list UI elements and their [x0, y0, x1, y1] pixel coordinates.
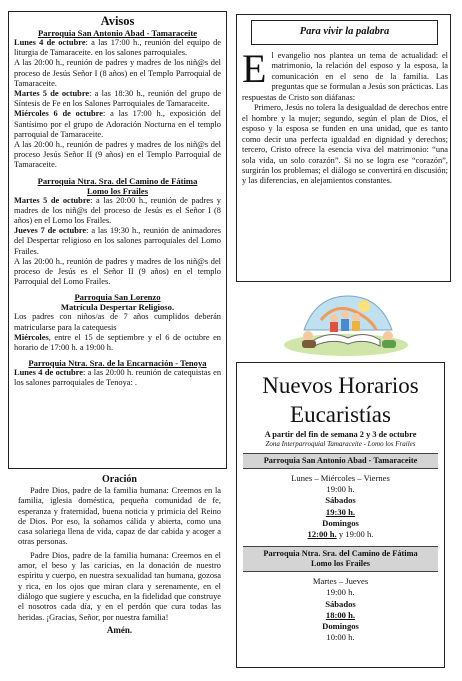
notice-text: : a las 20:00 h., reunión de padres y madres de los niñ@s del proceso de Jesús es el Señor I (8 años) en el Lomo los Frailes.: [14, 195, 221, 226]
notice-text: : a las 17:00 h., reunión del equipo de liturgia de Tamaraceite. en los salones parroquiales.: [14, 38, 221, 58]
schedule-days: Sábados: [325, 598, 356, 609]
drop-cap: E: [242, 46, 267, 91]
notice-text: : a las 19:30 h., reunión de animadores del Despertar religioso en los salones parroquiales del Lomo Frailes.: [14, 226, 221, 256]
notice-text: : a las 18:30 h., reunión del grupo de Síntesis de Fe en los Salones Parroquiales de Tamaraceite.: [14, 89, 222, 109]
horarios-title-line1: Nuevos Horarios: [262, 373, 419, 398]
reflection-text: l evangelio nos plantea un tema de actualidad: el matrimonio, la relación del esposo y la esposa, la comunicación en el seno de la familia. Las preguntas que se formulan a Jesús son prácticas. Las respuestas de Cristo son diáfanas:: [242, 51, 448, 102]
notice-date: Lunes 4 de octubre: [14, 38, 86, 47]
avisos-title: Avisos: [100, 14, 135, 28]
horarios-zone: Zona Interparroquial Tamaraceite - Lomo los Frailes: [265, 440, 416, 448]
section-title-tenoya: Parroquia Ntra. Sra. de la Encarnación - Tenoya: [28, 358, 207, 369]
parish-band-san-antonio: Parroquia San Antonio Abad - Tamaraceite: [243, 453, 438, 469]
notice-paragraph: [14, 89, 221, 109]
notice-paragraph: [14, 368, 221, 388]
schedule-time: 10:00 h.: [326, 632, 355, 643]
notice-paragraph: [14, 196, 221, 227]
notice-date: Martes 5 de octubre: [14, 89, 90, 99]
schedule-days: Lunes – Miércoles – Viernes: [291, 473, 390, 483]
horarios-subtitle: A partir del fin de semana 2 y 3 de octubre: [264, 430, 417, 439]
notice-paragraph: [14, 109, 221, 140]
notice-date: Lunes 4 de octubre: [14, 368, 83, 378]
notice-paragraph: [14, 38, 221, 58]
notice-paragraph: A las 20:00 h., reunión de padres y madres de los niñ@s del proceso de Jesús Señor I (8 años) en el Templo Parroquial de Tamaraceite.: [14, 58, 221, 88]
section-title-san-lorenzo: Parroquia San Lorenzo: [74, 292, 161, 303]
avisos-box: [8, 11, 227, 469]
schedule-days: Domingos: [322, 621, 359, 632]
family-bible-illustration: [276, 290, 411, 358]
vivir-palabra-box: [236, 14, 451, 282]
prayer-paragraph: Padre Dios, padre de la familia humana: Creemos en el amor, el beso y las caricias, en la donación de nuestro espíritu y cuerpo, en nuestra sexualidad tan humana, gozosa y rica, en los ojos que miran clara y serenamente, en el diálogo que sugiere y escucha, en la fidelidad que construye el nosotros cada día, y en el perdón que cura todas las heridas. ¡Gracias, Señor, por nuestra familia!: [18, 550, 221, 622]
horarios-box: [236, 362, 445, 668]
notice-paragraph: A las 20:00 h., reunión de padres y madres de los niñ@s del proceso de Jesús es el Señor II (9 años) en el templo Parroquial del Lomo Frailes.: [14, 256, 221, 287]
schedule-time: 12:00 h. y 19:00 h.: [307, 529, 374, 540]
schedule-days: Domingos: [322, 517, 359, 528]
schedule-days: Martes – Jueves: [312, 576, 369, 587]
notice-date: Jueves 7 de octubre: [14, 226, 87, 236]
schedule-time: 19:00 h.: [326, 587, 355, 598]
reflection-paragraph: [242, 46, 448, 103]
section-subtitle-lomo: Lomo los Frailes: [86, 185, 149, 196]
notice-date: Miércoles: [14, 332, 49, 342]
notice-paragraph: A las 20:00 h., reunión de padres y madres de los niñ@s del proceso Jesús Señor II (9 años) en el Templo Parroquial de Tamaraceite.: [14, 140, 221, 170]
section-title-fatima: Parroquia Ntra. Sra. del Camino de Fátima: [37, 175, 198, 186]
parish-band-fatima: Parroquia Ntra. Sra. del Camino de Fátima Lomo los Frailes: [243, 546, 438, 572]
horarios-title-line2: Eucaristías: [290, 402, 391, 427]
oracion-section: [18, 473, 221, 636]
schedule-time: 19:30 h.: [325, 506, 356, 517]
schedule-time: 19:00 h.: [326, 484, 355, 495]
schedule-days: Sábados: [325, 495, 356, 506]
notice-text: : a las 17:00 h., exposición del Santísimo por el grupo de Adoración Nocturna en el templo parroquial de Tamaraceite.: [14, 109, 221, 139]
notice-paragraph: [14, 226, 221, 257]
vivir-palabra-body: [242, 46, 448, 187]
notice-text: : a las 20:00 h. reunión de catequistas en los salones parroquiales de Tenoya: .: [14, 368, 222, 388]
prayer-paragraph: Padre Dios, padre de la familia humana: Creemos en la familia, iglesia doméstica, pequeña comunidad de fe, esperanza y fraternidad, buena noticia y primicia del Reino de Dios. Por eso, la soñamos cálida y abierta, como una casa solariega llena de vida, capaz de dar cabida y acoger a otras personas.: [18, 486, 221, 547]
section-subtitle-matricula: Matrícula Despertar Religioso.: [60, 302, 175, 313]
notice-date: Miércoles 6 de octubre: [14, 109, 103, 119]
reflection-paragraph: Primero, Jesús no tolera la desigualdad de derechos entre el hombre y la mujer; segundo, según el plan de Dios, el esposo y la esposa se funden en una unidad, que es tanto como decir una perfecta igualdad en dignidad y derechos; tercero, Cristo ofrece la esencia viva del matrimonio: “una sola vida, un solo corazón”. Si no se logra ese “corazón”, surgirán los problemas; el diálogo se convertirá en discusión; y las diferencias, en alejamientos constantes.: [242, 103, 448, 186]
amen-text: Amén.: [106, 624, 133, 635]
notice-text: , entre el 15 de septiembre y el 6 de octubre en horario de 17:00 h. a 19:00 h.: [14, 332, 221, 353]
vivir-palabra-title: Para vivir la palabra: [251, 20, 438, 45]
schedule-time: 18:00 h.: [325, 609, 356, 620]
notice-paragraph: Los padres con niños/as de 7 años cumplidos deberán matricularse para la catequesis: [14, 312, 221, 332]
section-title-san-antonio: Parroquia San Antonio Abad - Tamaraceite: [37, 28, 198, 38]
oracion-title: Oración: [102, 474, 137, 485]
notice-paragraph: [14, 333, 221, 353]
notice-date: Martes 5 de octubre: [14, 195, 91, 205]
